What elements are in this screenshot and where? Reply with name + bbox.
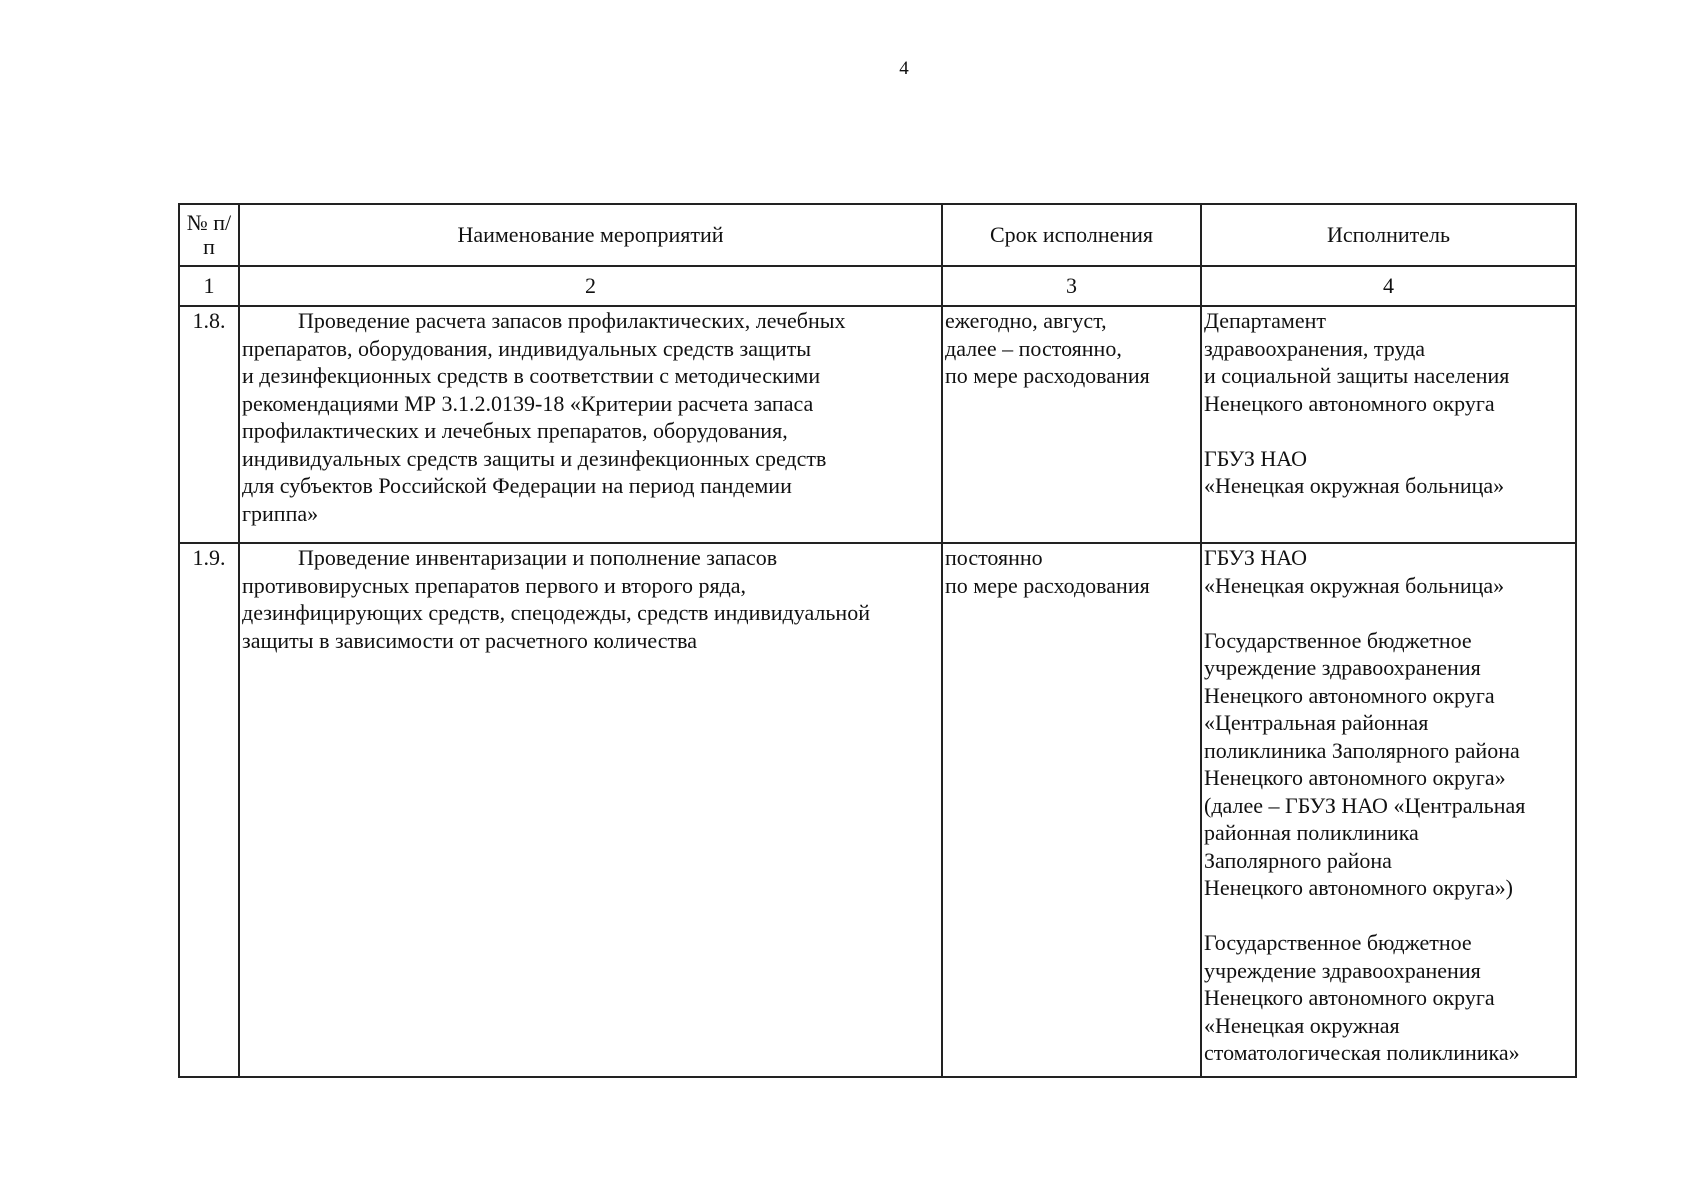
executor-line: Ненецкого автономного округа: [1204, 985, 1495, 1010]
measure-line: рекомендациями МР 3.1.2.0139-18 «Критерии расчета запаса: [242, 390, 814, 416]
measure-line: дезинфицирующих средств, спецодежды, средств индивидуальной: [242, 600, 870, 625]
term: [942, 543, 1201, 1077]
term: [942, 306, 1201, 543]
measure-name: [239, 543, 942, 1077]
column-number: 4: [1201, 266, 1576, 306]
column-number-row: [179, 266, 1576, 306]
executor-line: стоматологическая поликлиника»: [1204, 1040, 1520, 1065]
measure-line: защиты в зависимости от расчетного количества: [242, 627, 697, 653]
column-number: 2: [239, 266, 942, 306]
header-num: № п/п: [179, 204, 239, 266]
executor-line: Государственное бюджетное: [1204, 930, 1472, 955]
measure-line: и дезинфекционных средств в соответствии с методическими: [242, 363, 821, 388]
row-number: 1.9.: [179, 543, 239, 1077]
table-row: [179, 543, 1576, 1077]
measure-line: противовирусных препаратов первого и второго ряда,: [242, 572, 747, 598]
executor-line: Ненецкого автономного округа»: [1204, 765, 1506, 790]
measure-line: профилактических и лечебных препаратов, оборудования,: [242, 418, 788, 443]
executor-line: «Центральная районная: [1204, 710, 1429, 735]
measures-table: [178, 203, 1577, 1078]
table-header-row: [179, 204, 1576, 266]
executor-line: Ненецкого автономного округа»): [1204, 875, 1513, 900]
term-line: постоянно: [945, 545, 1043, 570]
table-row: [179, 306, 1576, 543]
executor-line: Ненецкого автономного округа: [1204, 390, 1495, 416]
executor-line: «Ненецкая окружная: [1204, 1012, 1400, 1038]
executor-line: поликлиника Заполярного района: [1204, 737, 1520, 763]
executor-line: «Ненецкая окружная больница»: [1204, 473, 1505, 498]
executor-line: «Ненецкая окружная больница»: [1204, 572, 1505, 598]
term-line: по мере расходования: [945, 572, 1150, 598]
executor-line: и социальной защиты населения: [1204, 363, 1510, 388]
page-number: 4: [899, 58, 909, 79]
measure-name: [239, 306, 942, 543]
measure-line: гриппа»: [242, 500, 319, 526]
executor: [1201, 306, 1576, 543]
executor-line: Департамент: [1204, 308, 1327, 333]
executor-line: Ненецкого автономного округа: [1204, 682, 1495, 708]
executor-line: районная поликлиника: [1204, 820, 1419, 845]
measure-line: индивидуальных средств защиты и дезинфекционных средств: [242, 445, 827, 471]
executor-line: Государственное бюджетное: [1204, 627, 1472, 653]
executor-line: ГБУЗ НАО: [1204, 445, 1307, 471]
measure-line: препаратов, оборудования, индивидуальных средств защиты: [242, 335, 812, 361]
header-executor: Исполнитель: [1201, 204, 1576, 266]
executor-line: Заполярного района: [1204, 847, 1392, 873]
measure-line: Проведение расчета запасов профилактических, лечебных: [298, 308, 846, 333]
term-line: ежегодно, август,: [945, 308, 1107, 333]
executor: [1201, 543, 1576, 1077]
executor-line: учреждение здравоохранения: [1204, 957, 1481, 983]
term-line: по мере расходования: [945, 363, 1150, 388]
executor-line: (далее – ГБУЗ НАО «Центральная: [1204, 792, 1526, 818]
column-number: 1: [179, 266, 239, 306]
header-term: Срок исполнения: [942, 204, 1201, 266]
column-number: 3: [942, 266, 1201, 306]
header-name: Наименование мероприятий: [239, 204, 942, 266]
executor-line: ГБУЗ НАО: [1204, 545, 1307, 570]
measure-line: для субъектов Российской Федерации на период пандемии: [242, 473, 792, 498]
term-line: далее – постоянно,: [945, 335, 1122, 361]
row-number: 1.8.: [179, 306, 239, 543]
measure-line: Проведение инвентаризации и пополнение запасов: [298, 545, 778, 570]
executor-line: здравоохранения, труда: [1204, 335, 1426, 361]
executor-line: учреждение здравоохранения: [1204, 655, 1481, 680]
